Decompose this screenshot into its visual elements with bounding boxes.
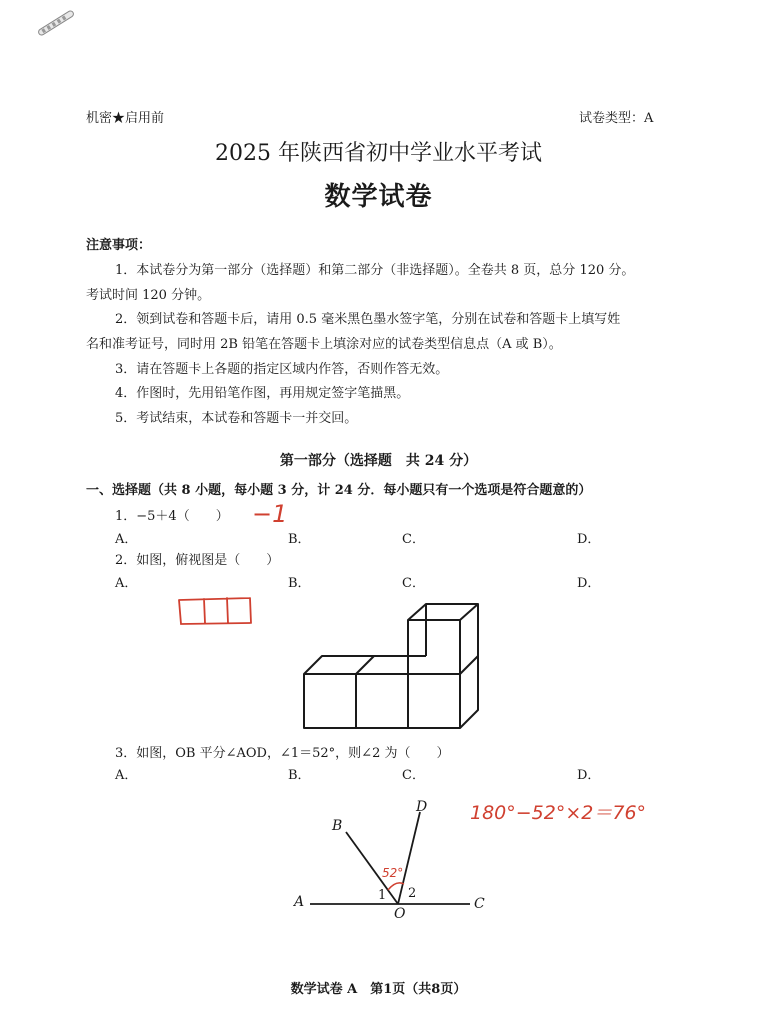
- question-1-option-b: B．: [288, 532, 311, 547]
- notice-item-1-cont: 考试时间 120 分钟。: [86, 288, 211, 303]
- cube-stack-figure: [300, 600, 500, 732]
- notice-item-2-cont: 名和准考证号，同时用 2B 铅笔在答题卡上填涂对应的试卷类型信息点（A 或 B）。: [86, 337, 562, 352]
- question-3-option-b: B．: [288, 768, 311, 783]
- question-2-stem: 2．如图，俯视图是（ ）: [115, 553, 280, 568]
- question-1-option-d: D．: [577, 532, 601, 547]
- notice-item-4: 4．作图时，先用铅笔作图，再用规定签字笔描黑。: [115, 386, 410, 401]
- paper-type-label: 试卷类型：A: [579, 111, 654, 126]
- handwritten-angle-value: 52°: [382, 866, 404, 880]
- pen-icon: [34, 6, 78, 40]
- notice-item-1: 1．本试卷分为第一部分（选择题）和第二部分（非选择题）。全卷共 8 页，总分 120 分。: [115, 263, 635, 278]
- question-2-option-d: D．: [577, 576, 601, 591]
- point-d-label: D: [416, 799, 428, 815]
- question-1-option-c: C．: [402, 532, 425, 547]
- section-title: 一、选择题（共 8 小题，每小题 3 分，计 24 分．每小题只有一个选项是符合题意的）: [86, 483, 592, 498]
- page-footer: 数学试卷 A 第1页（共8页）: [290, 982, 467, 997]
- question-2-option-a: A．: [115, 576, 138, 591]
- question-1-handwritten-answer: −1: [252, 500, 288, 528]
- point-a-label: A: [294, 894, 305, 910]
- question-2-option-b: B．: [288, 576, 311, 591]
- notice-item-3: 3．请在答题卡上各题的指定区域内作答，否则作答无效。: [115, 362, 449, 377]
- point-b-label: B: [332, 818, 343, 834]
- exam-title: 2025 年陕西省初中学业水平考试: [215, 141, 542, 166]
- point-o-label: O: [394, 906, 406, 922]
- question-3-handwritten-calculation: 180°−52°×2＝76°: [470, 802, 647, 824]
- subject-title: 数学试卷: [324, 182, 433, 212]
- confidential-label: 机密★启用前: [86, 111, 165, 126]
- handwritten-top-view-sketch: [176, 596, 256, 628]
- angle-1-label: 1: [378, 888, 387, 903]
- notice-heading: 注意事项：: [86, 238, 152, 253]
- question-3-option-a: A．: [115, 768, 138, 783]
- point-c-label: C: [474, 896, 485, 912]
- question-1-option-a: A．: [115, 532, 138, 547]
- question-3-option-c: C．: [402, 768, 425, 783]
- angle-2-label: 2: [408, 886, 417, 901]
- question-2-option-c: C．: [402, 576, 425, 591]
- part1-heading: 第一部分（选择题 共 24 分）: [279, 453, 478, 469]
- notice-item-2: 2．领到试卷和答题卡后，请用 0.5 毫米黑色墨水签字笔，分别在试卷和答题卡上填写姓: [115, 312, 621, 327]
- notice-item-5: 5．考试结束，本试卷和答题卡一并交回。: [115, 411, 358, 426]
- question-1-stem: 1．−5＋4（ ）: [115, 509, 229, 524]
- question-3-option-d: D．: [577, 768, 601, 783]
- question-3-stem: 3．如图，OB 平分∠AOD，∠1＝52°，则∠2 为（ ）: [115, 746, 450, 761]
